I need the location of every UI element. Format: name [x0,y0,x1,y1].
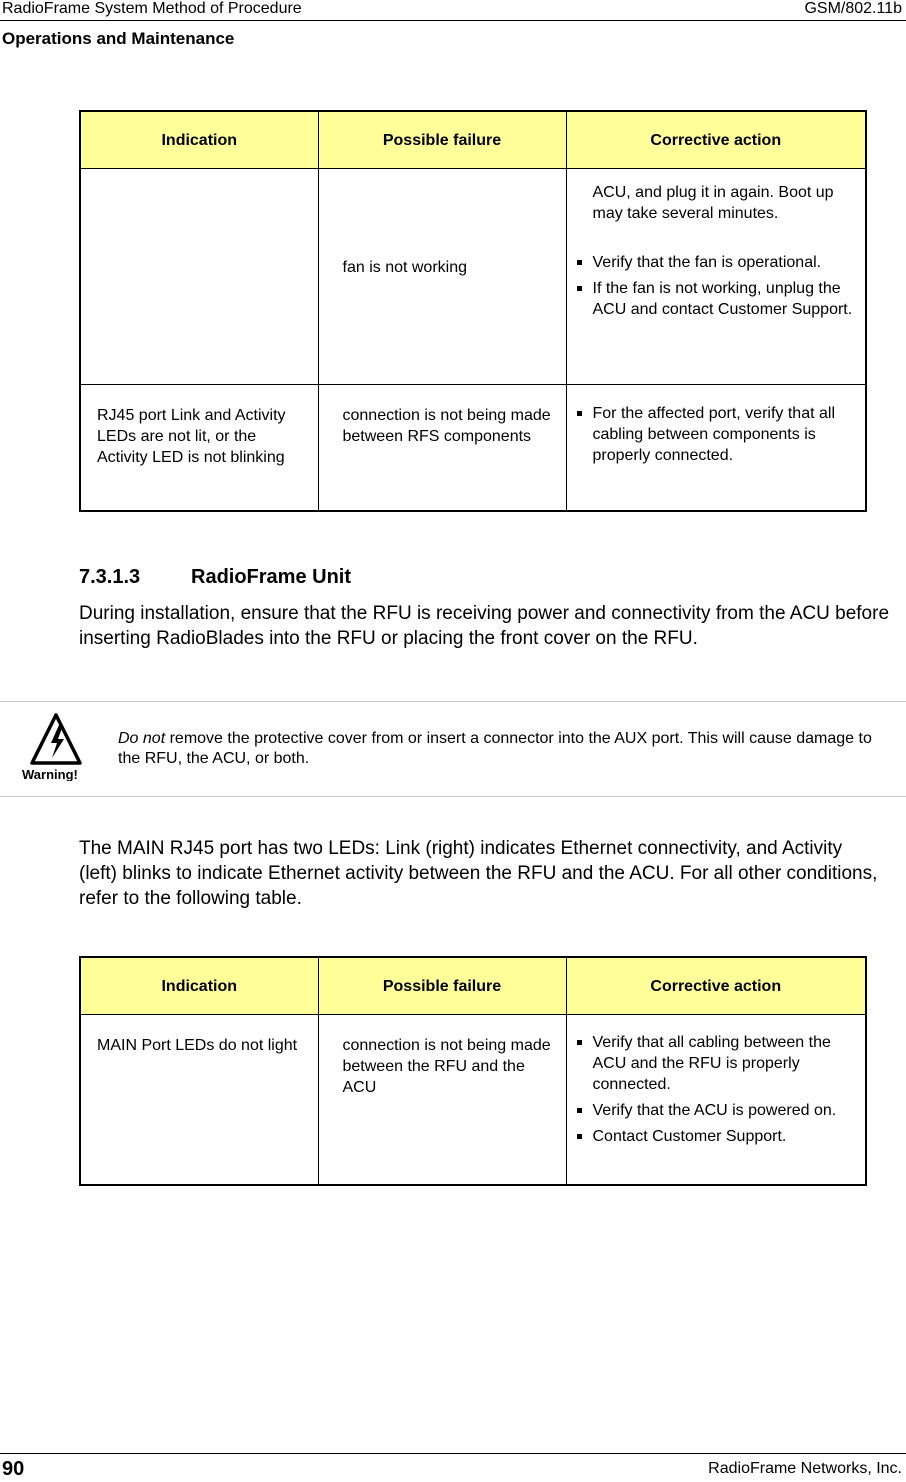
cell-failure: connection is not being made between the RFU and the ACU [318,1015,566,1185]
list-item: Verify that the fan is operational. [593,252,858,273]
page-number: 90 [2,1458,25,1480]
table-row [80,385,866,511]
cell-corrective-action [566,1015,866,1185]
cell-corrective-action [566,169,866,385]
list-item: Contact Customer Support. [593,1126,858,1147]
table-row [80,169,866,385]
warning-emphasis: Do not [118,730,166,747]
warning-body: remove the protective cover from or insert a connector into the AUX port. This will cause damage to the RFU, the ACU, or both. [118,730,872,767]
column-header-indication: Indication [80,111,318,169]
lightning-warning-icon [22,711,112,781]
header-section: Operations and Maintenance [2,29,235,48]
main-port-paragraph: The MAIN RJ45 port has two LEDs: Link (right) indicates Ethernet connectivity, and Activity (left) blinks to indicate Ethernet activity between the RFU and the ACU. For all other conditions, refer to the following table. [79,838,878,909]
troubleshooting-table-1 [79,110,867,512]
header-doc-code: GSM/802.11b [804,0,902,17]
cell-indication: MAIN Port LEDs do not light [80,1015,318,1185]
cell-indication [80,169,318,385]
column-header-indication: Indication [80,957,318,1015]
cell-indication: RJ45 port Link and Activity LEDs are not lit, or the Activity LED is not blinking [80,385,318,511]
column-header-possible-failure: Possible failure [318,111,566,169]
action-list [593,1032,858,1147]
troubleshooting-table-2 [79,956,867,1186]
warning-bottom-rule [0,796,906,797]
action-list [593,403,858,466]
table-header-row [80,957,866,1015]
list-item: If the fan is not working, unplug the ACU and contact Customer Support. [593,278,858,320]
table-row [80,1015,866,1185]
list-item: Verify that the ACU is powered on. [593,1100,858,1121]
column-header-corrective-action: Corrective action [566,111,866,169]
footer-rule [0,1453,906,1454]
section-intro: During installation, ensure that the RFU is receiving power and connectivity from the ACU before inserting RadioBlades into the RFU or placing the front cover on the RFU. [79,603,890,649]
cell-corrective-action [566,385,866,511]
footer-company: RadioFrame Networks, Inc. [708,1460,902,1477]
section-title: RadioFrame Unit [191,566,352,588]
warning-callout [22,711,112,781]
list-item: For the affected port, verify that all cabling between components is properly connected. [593,403,858,466]
warning-label: Warning! [22,767,78,781]
warning-text [118,729,878,769]
warning-top-rule [0,701,906,702]
list-item: Verify that all cabling between the ACU and the RFU is properly connected. [593,1032,858,1095]
header-rule [0,20,906,21]
continued-text: ACU, and plug it in again. Boot up may take several minutes. [592,184,834,222]
column-header-corrective-action: Corrective action [566,957,866,1015]
header-title: RadioFrame System Method of Procedure [2,0,302,17]
cell-failure: connection is not being made between RFS components [318,385,566,511]
section-number: 7.3.1.3 [79,566,141,588]
cell-failure: fan is not working [318,169,566,385]
table-header-row [80,111,866,169]
action-list [593,252,858,320]
column-header-possible-failure: Possible failure [318,957,566,1015]
